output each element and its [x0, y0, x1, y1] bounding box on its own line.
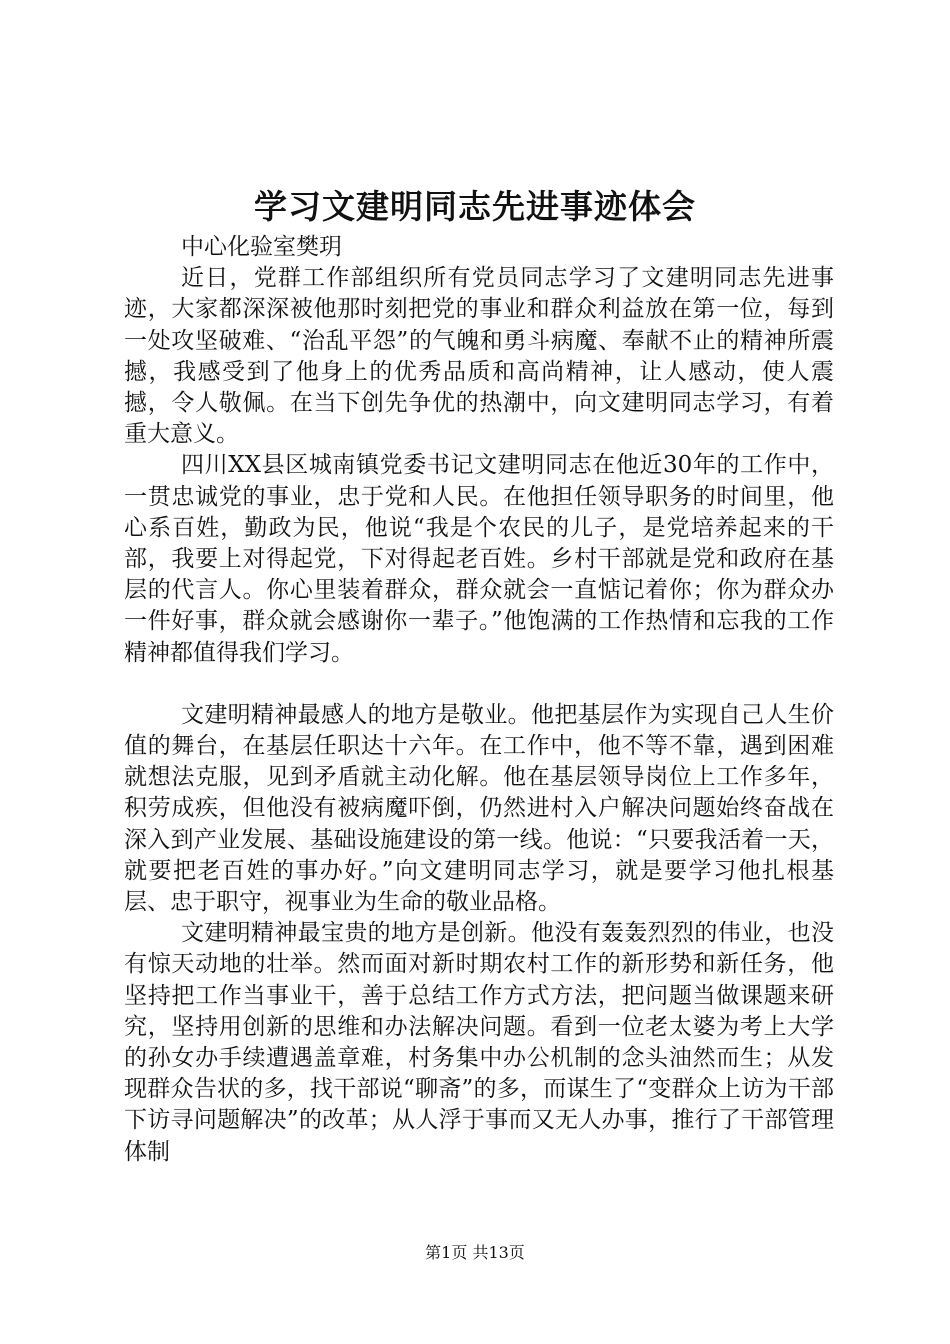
- paragraph-4: 文建明精神最宝贵的地方是创新。他没有轰轰烈烈的伟业，也没有惊天动地的壮举。然而面对新时期农村工作的新形势和新任务，他坚持把工作当事业干，善于总结工作方式方法，把问题当做课题来研究，坚持用创新的思维和办法解决问题。看到一位老太婆为考上大学的孙女办手续遭遇盖章难，村务集中办公机制的念头油然而生；从发现群众告状的多，找干部说“聊斋”的多，而谋生了“变群众上访为干部下访寻问题解决”的改革；从人浮于事而又无人办事，推行了干部管理体制: [124, 920, 834, 1165]
- paragraph-1: 近日，党群工作部组织所有党员同志学习了文建明同志先进事迹，大家都深深被他那时刻把党的事业和群众利益放在第一位，每到一处攻坚破难、“治乱平怨”的气魄和勇斗病魔、奉献不止的精神所震撼，我感受到了他身上的优秀品质和高尚精神，让人感动，使人震撼，令人敬佩。在当下创先争优的热潮中，向文建明同志学习，有着重大意义。: [124, 265, 834, 448]
- paragraph-2: 四川XX县区城南镇党委书记文建明同志在他近30年的工作中，一贯忠诚党的事业，忠于党和人民。在他担任领导职务的时间里，他心系百姓，勤政为民，他说“我是个农民的儿子，是党培养起来的干部，我要上对得起党，下对得起老百姓。乡村干部就是党和政府在基层的代言人。你心里装着群众，群众就会一直惦记着你；你为群众办一件好事，群众就会感谢你一辈子。”他饱满的工作热情和忘我的工作精神都值得我们学习。: [124, 452, 834, 666]
- document-title: 学习文建明同志先进事迹体会: [254, 187, 696, 226]
- author-line: 中心化验室樊玥: [181, 234, 342, 260]
- document-body: [124, 232, 834, 1168]
- page-footer: 第1页 共13页: [425, 1243, 525, 1262]
- paragraph-3: 文建明精神最感人的地方是敬业。他把基层作为实现自己人生价值的舞台，在基层任职达十六年。在工作中，他不等不靠，遇到困难就想法克服，见到矛盾就主动化解。他在基层领导岗位上工作多年，积劳成疾，但他没有被病魔吓倒，仍然进村入户解决问题始终奋战在深入到产业发展、基础设施建设的第一线。他说：“只要我活着一天，就要把老百姓的事办好。”向文建明同志学习，就是要学习他扎根基层、忠于职守，视事业为生命的敬业品格。: [124, 701, 834, 916]
